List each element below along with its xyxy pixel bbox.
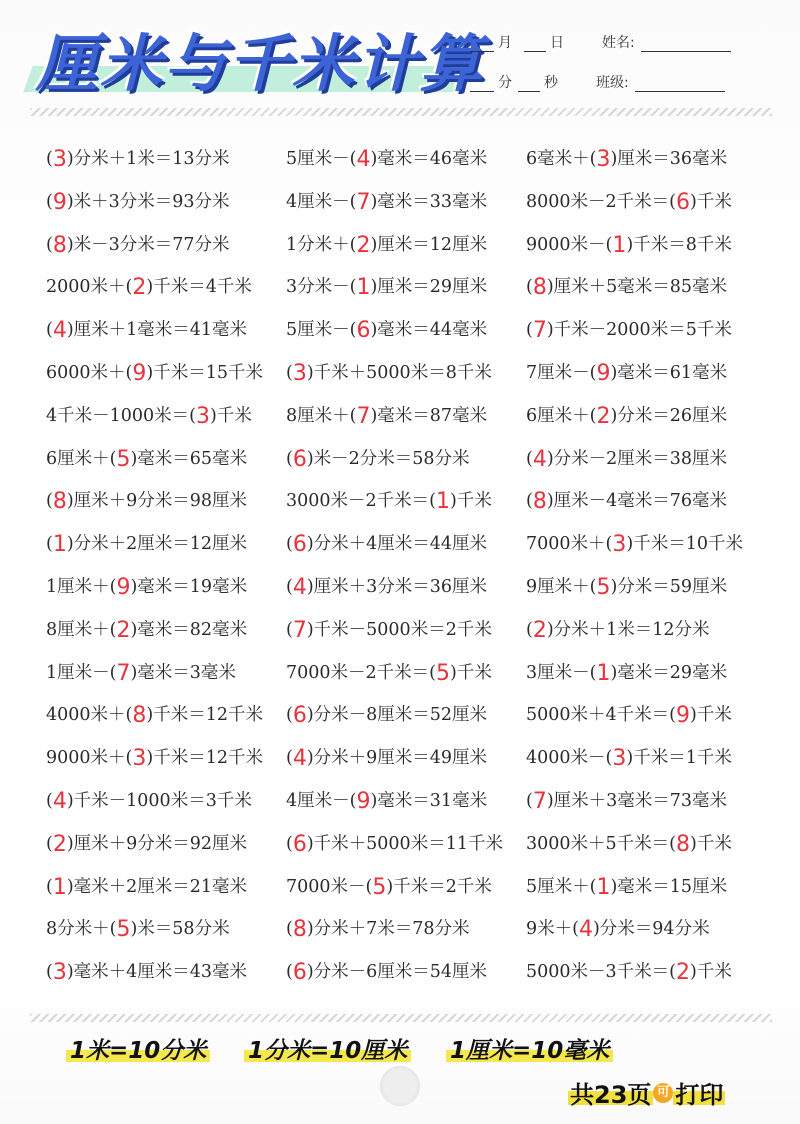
problem-text-before: 4千米－1000米＝( xyxy=(46,405,196,426)
answer-value: 2 xyxy=(596,403,611,429)
problem-text-after: )米＋3分米＝93分米 xyxy=(66,191,230,212)
problem-text-before: 6厘米＋( xyxy=(46,448,117,469)
problem-text-before: 9厘米＋( xyxy=(526,577,597,597)
problem-item xyxy=(286,144,487,174)
problem-text-after: )千米－5000米＝2千米 xyxy=(306,619,492,640)
answer-value: 3 xyxy=(132,746,147,772)
problem-text-after: )千米＝15千米 xyxy=(146,363,263,383)
problem-item xyxy=(526,829,732,859)
problem-row xyxy=(46,957,766,987)
problem-item xyxy=(286,786,487,816)
problem-text-after: )分米＋1米＝13分米 xyxy=(66,149,230,169)
problem-item xyxy=(526,272,727,302)
answer-value: 5 xyxy=(116,446,131,472)
problem-text-before: ( xyxy=(46,534,53,555)
problem-text-before: ( xyxy=(286,534,293,555)
problem-text-after: )千米－2000米＝5千米 xyxy=(546,320,732,341)
problem-item xyxy=(286,658,492,688)
answer-value: 1 xyxy=(436,489,450,515)
page-indicator-button[interactable] xyxy=(380,1066,420,1106)
problem-text-before: ( xyxy=(46,962,53,983)
answer-value: 6 xyxy=(292,532,307,558)
problem-text-after: )毫米＝3毫米 xyxy=(130,662,236,683)
problem-text-after: )毫米＝15厘米 xyxy=(610,876,728,897)
problem-text-before: 6毫米＋( xyxy=(526,149,597,169)
problem-item xyxy=(286,315,487,345)
problem-text-before: 7000米＋( xyxy=(526,534,613,555)
answer-value: 2 xyxy=(52,831,67,857)
problem-text-after: )千米 xyxy=(690,705,732,726)
answer-value: 4 xyxy=(356,147,371,172)
problem-text-after: )分米＋7米＝78分米 xyxy=(306,919,470,940)
problem-item xyxy=(46,401,252,431)
problem-item xyxy=(46,700,263,730)
problem-item xyxy=(46,743,263,773)
problem-text-after: )分米＋1米＝12分米 xyxy=(546,619,710,640)
conversion-formulas xyxy=(66,1032,686,1068)
problem-item xyxy=(526,615,710,645)
problem-item xyxy=(46,829,247,859)
top-divider xyxy=(30,108,772,116)
answer-value: 8 xyxy=(532,489,547,515)
problem-item xyxy=(46,529,247,559)
name-field[interactable] xyxy=(641,39,731,52)
answer-value: 1 xyxy=(52,874,67,900)
problem-text-before: 9000米－( xyxy=(526,234,613,255)
problem-item xyxy=(46,914,230,944)
problem-item xyxy=(46,315,247,345)
problem-text-after: )米－2分米＝58分米 xyxy=(306,448,470,469)
problem-text-before: 9米＋( xyxy=(526,919,579,940)
answer-value: 7 xyxy=(356,189,371,215)
answer-value: 5 xyxy=(596,575,611,600)
problem-row xyxy=(46,444,766,474)
problem-text-after: )千米 xyxy=(690,191,732,212)
minute-blank[interactable] xyxy=(470,79,494,92)
problem-text-after: )分米＋4厘米＝44厘米 xyxy=(306,534,488,555)
problem-text-after: )毫米＝19毫米 xyxy=(130,577,248,597)
problem-text-before: ( xyxy=(286,363,293,383)
problem-text-before: ( xyxy=(46,191,53,212)
answer-value: 5 xyxy=(116,917,131,943)
problem-row xyxy=(46,529,766,559)
problem-text-after: )千米＝1千米 xyxy=(626,748,732,769)
problem-item xyxy=(526,315,732,345)
problem-text-before: ( xyxy=(286,833,293,854)
minute-label: 分 xyxy=(498,75,512,91)
problem-item xyxy=(286,401,487,431)
problem-text-after: )厘米＋3毫米＝73毫米 xyxy=(546,791,728,811)
problem-text-after: )毫米＝87毫米 xyxy=(370,405,488,426)
problem-item xyxy=(46,444,247,474)
problem-text-after: )毫米＝31毫米 xyxy=(370,791,488,811)
problem-item xyxy=(46,615,247,645)
problem-item xyxy=(526,486,727,516)
problem-text-after: )分米－2厘米＝38厘米 xyxy=(546,448,728,469)
problem-item xyxy=(46,272,252,302)
problem-row xyxy=(46,572,766,602)
problem-row xyxy=(46,658,766,688)
problem-item xyxy=(286,700,487,730)
problem-text-after: )厘米＋3分米＝36厘米 xyxy=(306,577,488,597)
problem-text-before: ( xyxy=(286,577,293,597)
bottom-divider xyxy=(30,1014,772,1022)
problem-item xyxy=(46,230,230,260)
answer-value: 1 xyxy=(52,532,67,558)
problem-item xyxy=(526,187,732,217)
problem-text-before: 8厘米＋( xyxy=(286,405,357,426)
problem-text-before: 8000米－2千米＝( xyxy=(526,191,676,212)
problem-text-before: 5厘米－( xyxy=(286,320,357,341)
problem-text-after: )米＝58分米 xyxy=(130,919,230,940)
problem-item xyxy=(46,486,247,516)
problem-text-before: 5000米－3千米＝( xyxy=(526,962,676,983)
problem-text-after: )千米－1000米＝3千米 xyxy=(66,791,252,811)
problem-text-after: )厘米＋9分米＝92厘米 xyxy=(66,833,248,854)
answer-value: 8 xyxy=(52,232,67,258)
problem-text-before: 1分米＋( xyxy=(286,234,357,255)
print-badge xyxy=(570,1073,723,1111)
problem-text-before: 3分米－( xyxy=(286,277,357,298)
problem-text-before: 5厘米＋( xyxy=(526,876,597,897)
answer-value: 4 xyxy=(578,917,593,943)
problem-text-after: )米－3分米＝77分米 xyxy=(66,234,230,255)
answer-value: 8 xyxy=(532,275,547,301)
problem-text-before: 8厘米＋( xyxy=(46,619,117,640)
problem-row xyxy=(46,786,766,816)
problem-text-after: )分米＝26厘米 xyxy=(610,405,728,426)
problem-text-before: 3000米＋5千米＝( xyxy=(526,833,676,854)
answer-value: 8 xyxy=(132,703,147,729)
answer-value: 3 xyxy=(596,147,611,172)
problem-row xyxy=(46,358,766,388)
answer-value: 3 xyxy=(612,532,627,558)
problem-text-after: )分米＋9厘米＝49厘米 xyxy=(306,748,488,769)
problem-item xyxy=(526,700,732,730)
problem-item xyxy=(526,914,710,944)
month-label: 月 xyxy=(498,35,512,51)
problem-row xyxy=(46,615,766,645)
problem-text-after: )千米 xyxy=(450,491,492,512)
problem-row xyxy=(46,914,766,944)
problem-text-before: ( xyxy=(526,448,533,469)
problem-row xyxy=(46,486,766,516)
answer-value: 7 xyxy=(116,660,131,686)
problem-item xyxy=(46,872,247,902)
answer-value: 4 xyxy=(52,318,67,344)
problem-text-after: )千米＋5000米＝8千米 xyxy=(306,363,492,383)
problem-text-after: )分米－6厘米＝54厘米 xyxy=(306,962,488,983)
answer-value: 7 xyxy=(532,789,547,814)
answer-value: 7 xyxy=(532,318,547,344)
page-count-label: 共23页 xyxy=(570,1080,652,1109)
class-field[interactable] xyxy=(635,79,725,92)
answer-value: 6 xyxy=(356,318,371,344)
problem-row xyxy=(46,872,766,902)
name-label: 姓名: xyxy=(602,35,635,51)
problem-item xyxy=(526,786,727,816)
problem-text-after: )厘米＝29厘米 xyxy=(370,277,488,298)
problem-text-after: )毫米＋4厘米＝43毫米 xyxy=(66,962,248,983)
problem-item xyxy=(46,572,247,602)
problem-text-before: 8分米＋( xyxy=(46,919,117,940)
problem-item xyxy=(286,272,487,302)
problem-text-before: ( xyxy=(46,876,53,897)
problem-item xyxy=(286,358,492,388)
answer-value: 1 xyxy=(596,874,611,900)
problem-text-after: )千米 xyxy=(210,405,252,426)
problem-text-after: )千米＋5000米＝11千米 xyxy=(306,833,503,854)
answer-value: 9 xyxy=(676,703,690,729)
answer-value: 9 xyxy=(596,361,611,386)
problem-text-before: 5000米＋4千米＝( xyxy=(526,705,676,726)
problem-item xyxy=(526,444,727,474)
problem-text-before: ( xyxy=(526,791,533,811)
problem-item xyxy=(286,529,487,559)
answer-value: 3 xyxy=(52,147,67,172)
problem-text-before: 7000米－2千米＝( xyxy=(286,662,436,683)
problem-item xyxy=(526,743,732,773)
day-label: 日 xyxy=(550,35,564,51)
answer-value: 2 xyxy=(532,617,547,643)
problem-item xyxy=(286,743,487,773)
problem-item xyxy=(526,401,727,431)
problem-text-after: )厘米＝36毫米 xyxy=(610,149,728,169)
answer-value: 3 xyxy=(292,361,307,386)
problem-item xyxy=(286,829,503,859)
problem-text-before: 3厘米－( xyxy=(526,662,597,683)
problem-row xyxy=(46,187,766,217)
problem-item xyxy=(46,144,230,174)
formula-decimeter-centimeter: 1分米=10厘米 xyxy=(244,1032,411,1065)
problem-row xyxy=(46,743,766,773)
problem-item xyxy=(526,230,732,260)
answer-value: 4 xyxy=(532,446,547,472)
problem-text-after: )厘米＋5毫米＝85毫米 xyxy=(546,277,728,298)
answer-value: 5 xyxy=(372,874,387,900)
answer-value: 9 xyxy=(132,361,147,386)
answer-value: 6 xyxy=(292,703,307,729)
answer-value: 2 xyxy=(356,232,371,258)
problem-text-after: )厘米＋1毫米＝41毫米 xyxy=(66,320,248,341)
problem-text-after: )毫米＝29毫米 xyxy=(610,662,728,683)
problem-item xyxy=(46,658,236,688)
answer-value: 8 xyxy=(292,917,307,943)
problem-row xyxy=(46,700,766,730)
time-row xyxy=(470,70,725,92)
problem-item xyxy=(526,572,727,602)
problem-text-before: 4厘米－( xyxy=(286,191,357,212)
answer-value: 8 xyxy=(676,831,690,857)
problem-item xyxy=(286,187,487,217)
answer-value: 7 xyxy=(292,617,307,643)
answer-value: 4 xyxy=(52,789,67,814)
month-blank[interactable] xyxy=(470,39,494,52)
title-block xyxy=(22,8,485,100)
problem-item xyxy=(526,529,743,559)
problem-text-before: ( xyxy=(286,962,293,983)
problem-text-after: )毫米＝33毫米 xyxy=(370,191,488,212)
answer-value: 9 xyxy=(52,189,67,215)
problem-text-before: 6厘米＋( xyxy=(526,405,597,426)
problem-item xyxy=(286,572,487,602)
problem-text-before: 1厘米＋( xyxy=(46,577,117,597)
formula-centimeter-millimeter: 1厘米=10毫米 xyxy=(446,1032,613,1065)
answer-value: 6 xyxy=(292,446,307,472)
problem-text-before: ( xyxy=(286,448,293,469)
problem-text-after: )毫米＝65毫米 xyxy=(130,448,248,469)
answer-value: 2 xyxy=(132,275,147,301)
problem-text-before: 3000米－2千米＝( xyxy=(286,491,436,512)
class-label: 班级: xyxy=(596,75,629,91)
problem-text-before: 6000米＋( xyxy=(46,363,133,383)
answer-value: 9 xyxy=(116,575,131,600)
problem-text-after: )千米 xyxy=(690,833,732,854)
problem-text-after: )分米＝59厘米 xyxy=(610,577,728,597)
problem-text-after: )厘米－4毫米＝76毫米 xyxy=(546,491,728,512)
problem-text-after: )毫米＝82毫米 xyxy=(130,619,248,640)
problem-item xyxy=(286,872,492,902)
page-title: 厘米与千米计算 xyxy=(36,27,485,100)
problem-text-before: 7000米－( xyxy=(286,876,373,897)
problem-text-after: )千米＝2千米 xyxy=(386,876,492,897)
problem-item xyxy=(526,872,727,902)
problem-row xyxy=(46,315,766,345)
problem-text-after: )厘米＋9分米＝98厘米 xyxy=(66,491,248,512)
problem-text-before: ( xyxy=(286,748,293,769)
answer-value: 8 xyxy=(52,489,67,515)
problem-item xyxy=(526,358,727,388)
problem-text-after: )毫米＝44毫米 xyxy=(370,320,488,341)
answer-value: 2 xyxy=(676,960,690,986)
answer-value: 2 xyxy=(116,617,131,643)
problem-text-before: ( xyxy=(46,234,53,255)
problem-item xyxy=(526,144,727,174)
answer-value: 1 xyxy=(612,232,627,258)
problem-item xyxy=(46,358,263,388)
problem-item xyxy=(526,658,727,688)
problem-text-before: 1厘米－( xyxy=(46,662,117,683)
printable-icon: 可 xyxy=(653,1083,673,1103)
problem-text-after: )千米 xyxy=(690,962,732,983)
problem-text-after: )毫米＝61毫米 xyxy=(610,363,728,383)
problem-item xyxy=(286,444,470,474)
formula-meter-decimeter: 1米=10分米 xyxy=(66,1032,210,1065)
problem-text-before: 4厘米－( xyxy=(286,791,357,811)
problem-text-before: ( xyxy=(286,705,293,726)
answer-value: 4 xyxy=(292,746,307,772)
answer-value: 1 xyxy=(596,660,611,686)
problem-text-before: ( xyxy=(526,277,533,298)
answer-value: 6 xyxy=(292,960,307,986)
problem-row xyxy=(46,230,766,260)
day-blank[interactable] xyxy=(524,39,546,52)
problem-text-before: ( xyxy=(46,320,53,341)
answer-value: 6 xyxy=(676,189,690,215)
problem-text-after: )分米－8厘米＝52厘米 xyxy=(306,705,488,726)
problem-text-before: 7厘米－( xyxy=(526,363,597,383)
problem-text-after: )毫米＝46毫米 xyxy=(370,149,488,169)
problem-item xyxy=(46,786,252,816)
problem-text-before: 4000米＋( xyxy=(46,705,133,726)
problem-item xyxy=(286,615,492,645)
problem-text-before: 9000米＋( xyxy=(46,748,133,769)
problem-row xyxy=(46,401,766,431)
problem-text-before: ( xyxy=(286,919,293,940)
answer-value: 9 xyxy=(356,789,371,814)
problem-text-after: )千米＝10千米 xyxy=(626,534,743,555)
problem-text-after: )千米＝8千米 xyxy=(626,234,732,255)
answer-value: 5 xyxy=(436,660,450,686)
problem-text-before: ( xyxy=(46,149,53,169)
problem-text-before: 4000米－( xyxy=(526,748,613,769)
problem-text-after: )千米＝12千米 xyxy=(146,705,263,726)
second-label: 秒 xyxy=(544,75,558,91)
problem-item xyxy=(526,957,732,987)
problem-item xyxy=(46,957,247,987)
problem-text-after: )分米＋2厘米＝12厘米 xyxy=(66,534,248,555)
problem-text-before: ( xyxy=(526,619,533,640)
problem-item xyxy=(286,957,487,987)
problem-text-before: ( xyxy=(46,791,53,811)
problem-text-after: )千米 xyxy=(450,662,492,683)
problem-text-before: 2000米＋( xyxy=(46,277,133,298)
print-label: 打印 xyxy=(675,1080,724,1109)
problem-text-after: )千米＝4千米 xyxy=(146,277,252,298)
problem-row xyxy=(46,272,766,302)
answer-value: 4 xyxy=(292,575,307,600)
problem-text-after: )千米＝12千米 xyxy=(146,748,263,769)
answer-value: 3 xyxy=(52,960,67,986)
problem-text-before: ( xyxy=(526,320,533,341)
answer-value: 3 xyxy=(612,746,627,772)
header-fields xyxy=(470,28,760,98)
problem-row xyxy=(46,829,766,859)
problem-text-before: ( xyxy=(46,833,53,854)
date-row xyxy=(470,30,731,52)
problem-text-after: )毫米＋2厘米＝21毫米 xyxy=(66,876,248,897)
problem-item xyxy=(46,187,230,217)
answer-value: 7 xyxy=(356,403,371,429)
problem-item xyxy=(286,914,470,944)
problem-text-before: ( xyxy=(526,491,533,512)
answer-value: 1 xyxy=(356,275,371,301)
problem-text-after: )分米＝94分米 xyxy=(592,919,710,940)
answer-value: 3 xyxy=(196,403,210,429)
problem-text-before: ( xyxy=(286,619,293,640)
problem-text-after: )厘米＝12厘米 xyxy=(370,234,488,255)
problem-text-before: ( xyxy=(46,491,53,512)
second-blank[interactable] xyxy=(518,79,540,92)
problem-text-before: 5厘米－( xyxy=(286,149,357,169)
problem-row xyxy=(46,144,766,174)
problem-item xyxy=(286,230,487,260)
answer-value: 6 xyxy=(292,831,307,857)
problem-item xyxy=(286,486,492,516)
